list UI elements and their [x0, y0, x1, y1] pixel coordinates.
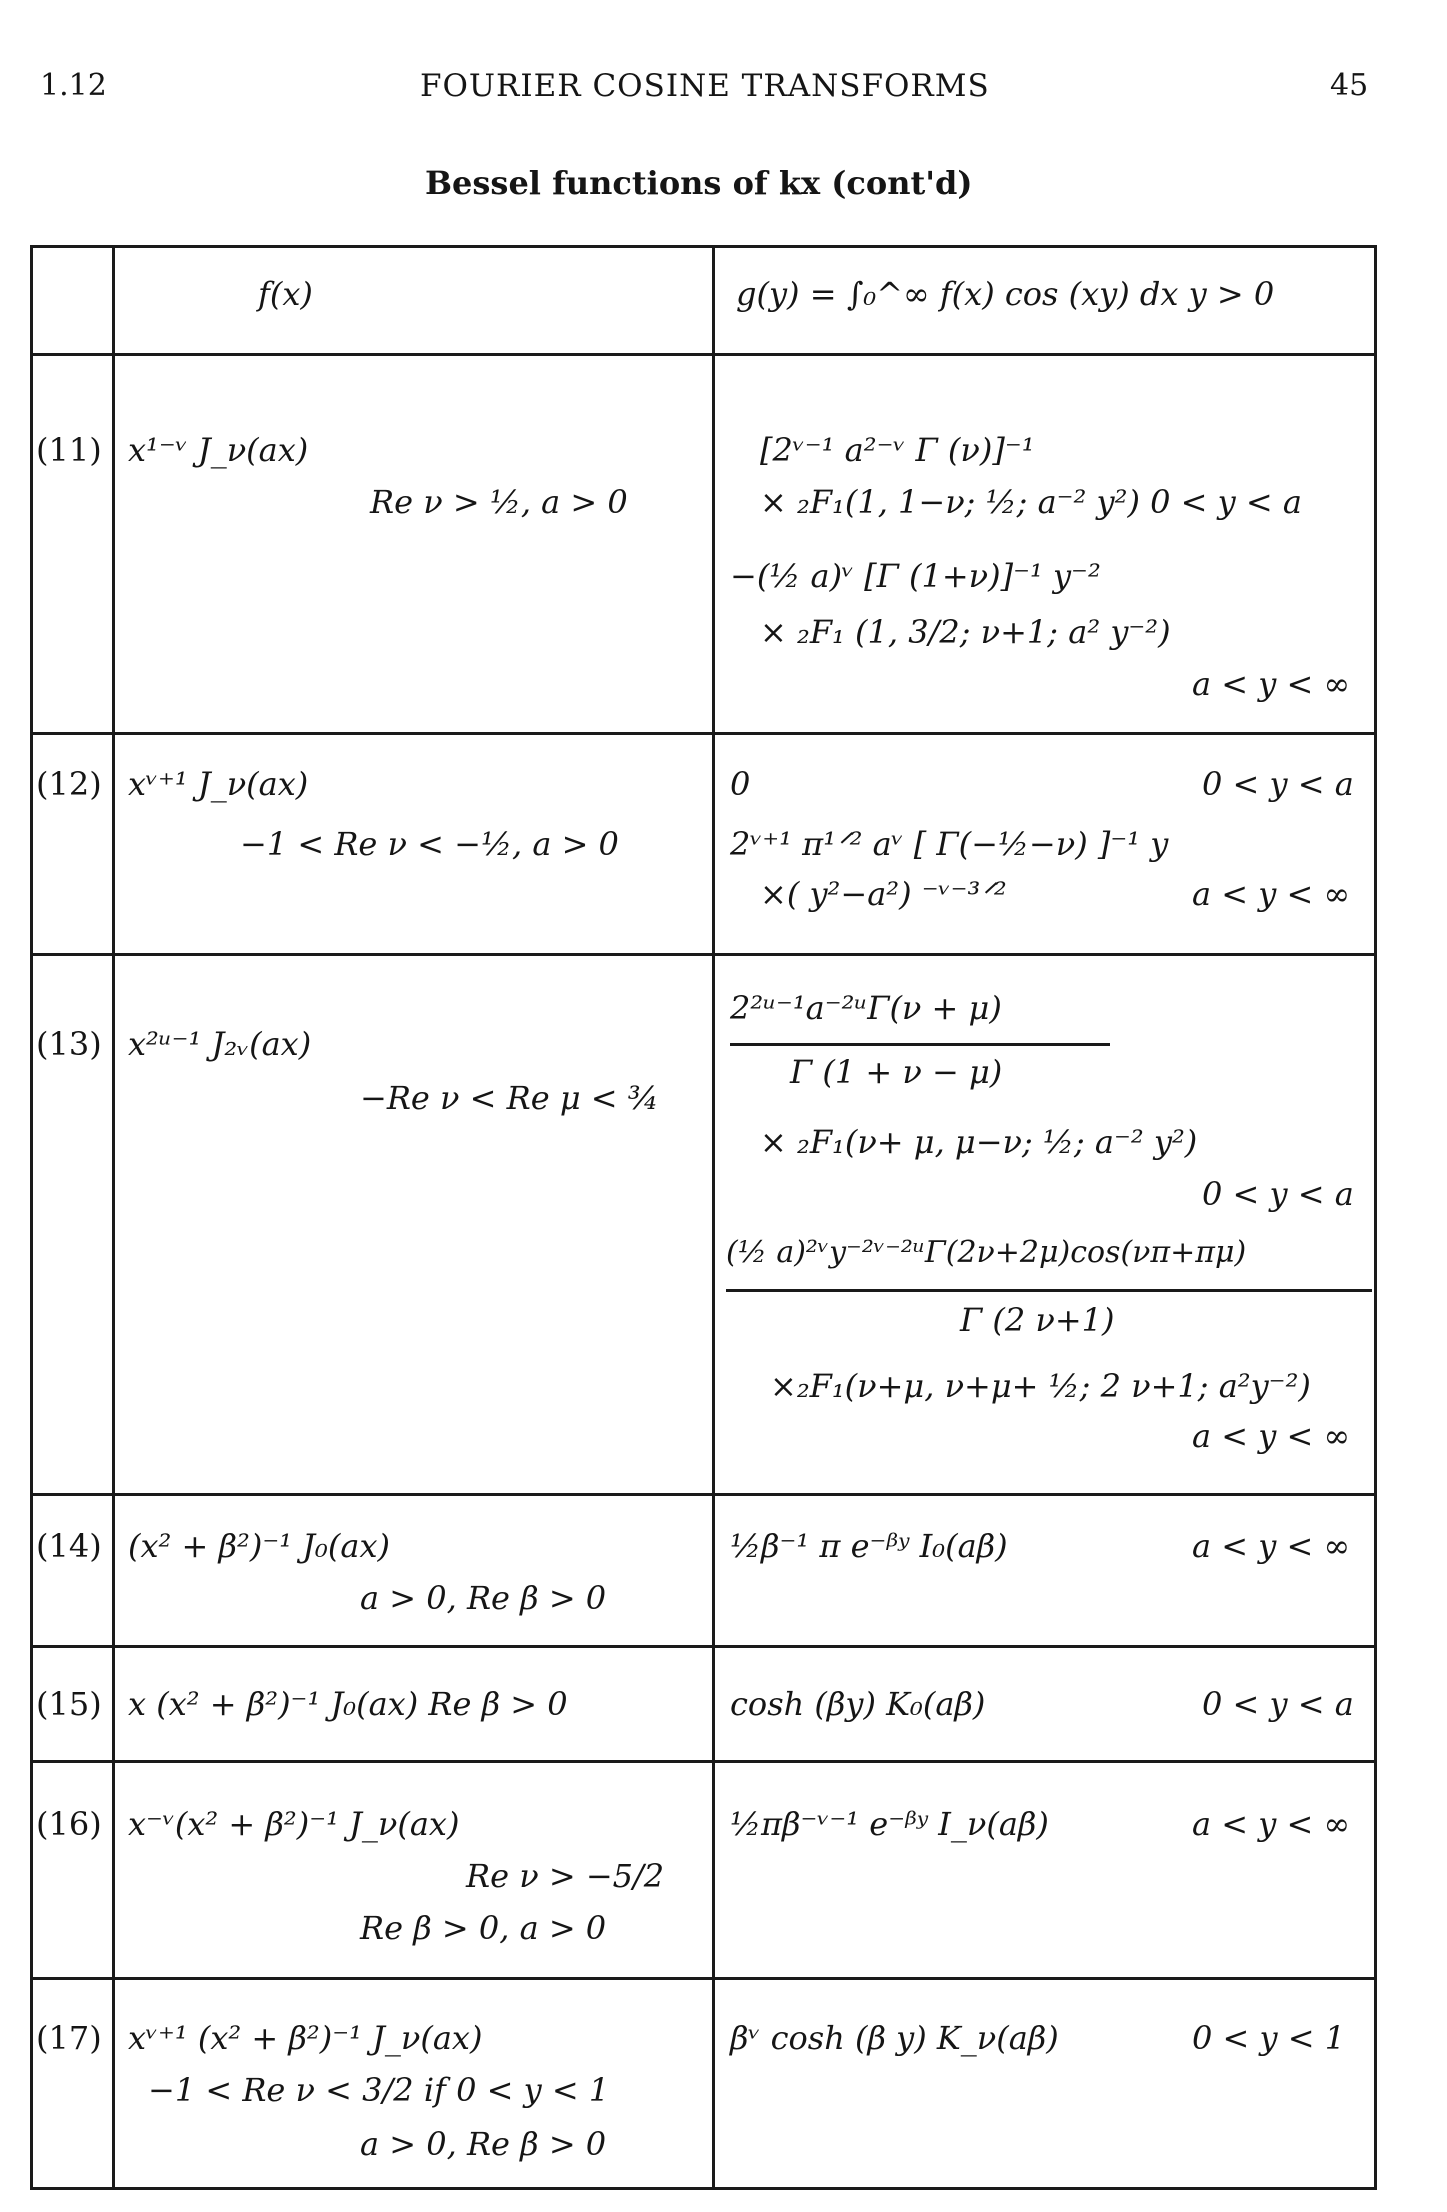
table-subtitle: Bessel functions of kx (cont'd): [425, 164, 973, 202]
g-expression: 2ᵛ⁺¹ π¹ᐟ² aᵛ [ Γ(−½−ν) ]⁻¹ y: [730, 825, 1169, 863]
row-label: (16): [36, 1805, 102, 1843]
column-header-g: g(y) = ∫₀^∞ f(x) cos (xy) dx y > 0: [736, 275, 1275, 313]
g-expression: [2ᵛ⁻¹ a²⁻ᵛ Γ (ν)]⁻¹: [760, 431, 1035, 469]
g-expression: ×( y²−a²) ⁻ᵛ⁻³ᐟ²: [760, 875, 1007, 913]
g-denominator: Γ (1 + ν − μ): [790, 1053, 1003, 1091]
column-header-f: f(x): [258, 275, 313, 313]
row-divider: [30, 353, 1377, 356]
row-label: (14): [36, 1527, 102, 1565]
column-divider: [712, 245, 715, 2190]
g-range: 0 < y < 1: [1192, 2019, 1346, 2057]
f-condition: −1 < Re ν < −½, a > 0: [240, 825, 619, 863]
g-range: a < y < ∞: [1192, 1805, 1351, 1843]
f-condition: Re ν > ½, a > 0: [370, 483, 628, 521]
g-range: 0 < y < a: [1202, 1685, 1354, 1723]
table-border-right: [1374, 245, 1377, 2190]
page-number: 45: [1330, 68, 1369, 103]
g-expression: ½πβ⁻ᵛ⁻¹ e⁻ᵝʸ I_ν(aβ): [730, 1805, 1049, 1843]
row-divider: [30, 1493, 1377, 1496]
g-expression: βᵛ cosh (β y) K_ν(aβ): [730, 2019, 1059, 2057]
g-numerator: 2²ᵘ⁻¹a⁻²ᵘΓ(ν + μ): [730, 989, 1002, 1027]
row-label: (13): [36, 1025, 102, 1063]
g-range: a < y < ∞: [1192, 875, 1351, 913]
g-range: 0 < y < a: [1202, 1175, 1354, 1213]
table-border-left: [30, 245, 33, 2190]
g-range: a < y < ∞: [1192, 665, 1351, 703]
f-expression: (x² + β²)⁻¹ J₀(ax): [128, 1527, 390, 1565]
row-divider: [30, 1760, 1377, 1763]
g-range: a < y < ∞: [1192, 1527, 1351, 1565]
running-title: FOURIER COSINE TRANSFORMS: [420, 68, 990, 104]
f-expression: xᵛ⁺¹ (x² + β²)⁻¹ J_ν(ax): [128, 2019, 483, 2057]
g-numerator: (½ a)²ᵛy⁻²ᵛ⁻²ᵘΓ(2ν+2μ)cos(νπ+πμ): [726, 1235, 1247, 1270]
g-expression: × ₂F₁(1, 1−ν; ½; a⁻² y²) 0 < y < a: [760, 483, 1302, 521]
table-border-bottom: [30, 2187, 1377, 2190]
g-expression: −(½ a)ᵛ [Γ (1+ν)]⁻¹ y⁻²: [730, 557, 1101, 595]
column-divider: [112, 245, 115, 2190]
row-divider: [30, 1977, 1377, 1980]
row-label: (12): [36, 765, 102, 803]
fraction-bar: [726, 1289, 1372, 1292]
f-expression: xᵛ⁺¹ J_ν(ax): [128, 765, 309, 803]
g-expression: × ₂F₁(ν+ μ, μ−ν; ½; a⁻² y²): [760, 1123, 1198, 1161]
row-divider: [30, 732, 1377, 735]
f-expression: x (x² + β²)⁻¹ J₀(ax) Re β > 0: [128, 1685, 568, 1723]
g-range: 0 < y < a: [1202, 765, 1354, 803]
row-label: (17): [36, 2019, 102, 2057]
table-border-top: [30, 245, 1377, 248]
g-expression: ½β⁻¹ π e⁻ᵝʸ I₀(aβ): [730, 1527, 1008, 1565]
g-denominator: Γ (2 ν+1): [960, 1301, 1115, 1339]
f-condition: −1 < Re ν < 3/2 if 0 < y < 1: [148, 2071, 610, 2109]
f-condition: a > 0, Re β > 0: [360, 2125, 607, 2163]
g-expression: ×₂F₁(ν+μ, ν+μ+ ½; 2 ν+1; a²y⁻²): [770, 1367, 1311, 1405]
f-expression: x¹⁻ᵛ J_ν(ax): [128, 431, 309, 469]
row-divider: [30, 1645, 1377, 1648]
f-expression: x²ᵘ⁻¹ J₂ᵥ(ax): [128, 1025, 312, 1063]
f-condition: a > 0, Re β > 0: [360, 1579, 607, 1617]
transform-table: [30, 245, 1377, 2190]
g-expression: cosh (βy) K₀(aβ): [730, 1685, 986, 1723]
g-expression: × ₂F₁ (1, 3/2; ν+1; a² y⁻²): [760, 613, 1171, 651]
row-label: (11): [36, 431, 102, 469]
row-label: (15): [36, 1685, 102, 1723]
f-condition: Re β > 0, a > 0: [360, 1909, 607, 1947]
f-expression: x⁻ᵛ(x² + β²)⁻¹ J_ν(ax): [128, 1805, 460, 1843]
section-number: 1.12: [40, 68, 107, 103]
f-condition: Re ν > −5/2: [466, 1857, 665, 1895]
f-condition: −Re ν < Re μ < ¾: [360, 1079, 659, 1117]
g-range: a < y < ∞: [1192, 1417, 1351, 1455]
row-divider: [30, 953, 1377, 956]
g-expression: 0: [730, 765, 751, 803]
fraction-bar: [730, 1043, 1110, 1046]
